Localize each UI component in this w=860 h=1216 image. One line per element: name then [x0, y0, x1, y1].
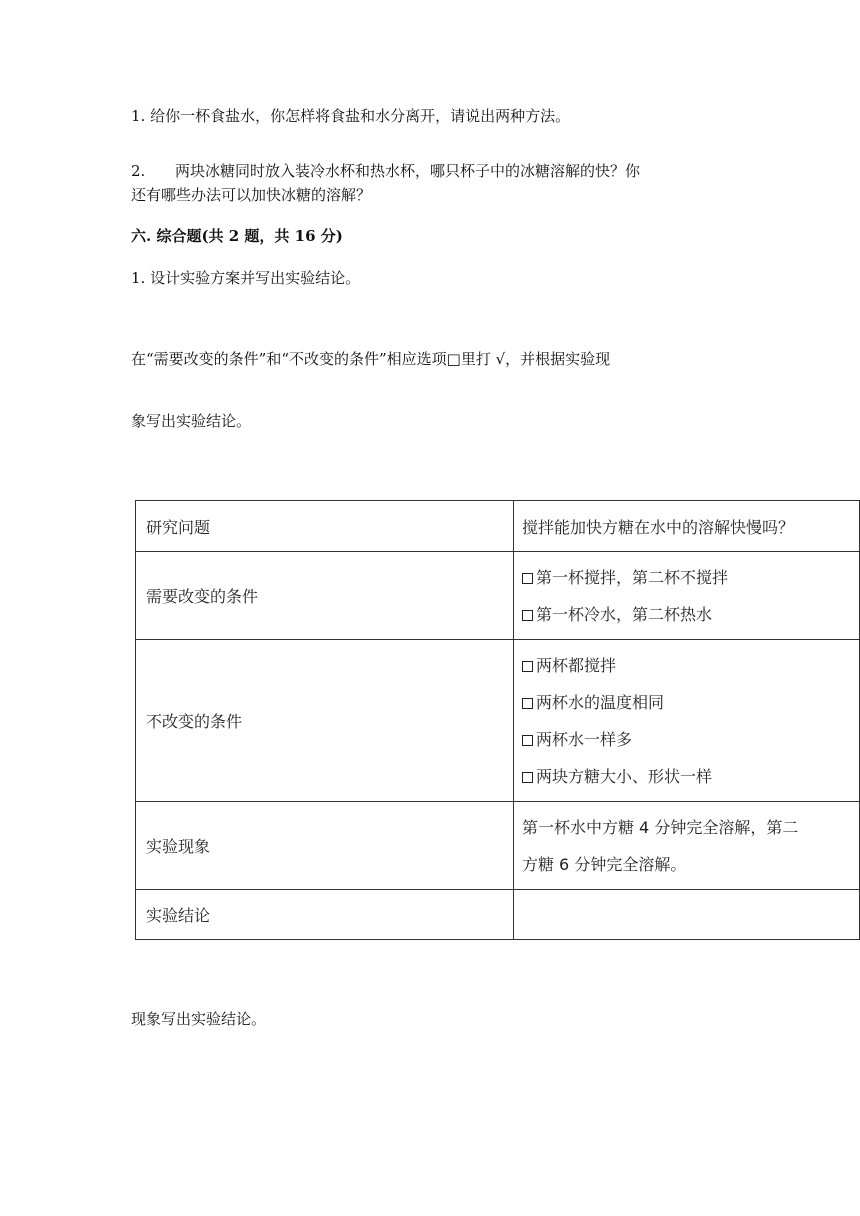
- option-item[interactable]: 两杯水的温度相同: [522, 684, 849, 721]
- option-item[interactable]: 两杯水一样多: [522, 721, 849, 758]
- question-2-text: 两块冰糖同时放入装冷水杯和热水杯，哪只杯子中的冰糖溶解的快？你: [175, 162, 641, 180]
- checkbox-icon[interactable]: [522, 735, 533, 746]
- option-item[interactable]: 两杯都搅拌: [522, 647, 849, 684]
- footer-line: 现象写出实验结论。: [131, 1010, 267, 1028]
- conclusion-answer-cell[interactable]: [513, 890, 859, 940]
- checkbox-icon[interactable]: [522, 573, 533, 584]
- table-options-cell: [513, 552, 859, 640]
- table-row: [136, 552, 860, 640]
- phenomenon-line: 方糖 6 分钟完全溶解。: [521, 854, 687, 874]
- table-phenomenon-cell: [513, 802, 859, 890]
- table-row: [136, 640, 860, 802]
- table-label-cell: 实验结论: [136, 890, 514, 940]
- question-2-line-2: 还有哪些办法可以加快冰糖的溶解？: [131, 186, 372, 204]
- table-options-cell: [513, 640, 859, 802]
- item-1: 1. 设计实验方案并写出实验结论。: [131, 269, 361, 287]
- table-label-cell: 研究问题: [136, 501, 514, 552]
- table-label-cell: 不改变的条件: [136, 640, 514, 802]
- table-row: [136, 501, 860, 552]
- table-label-cell: 需要改变的条件: [136, 552, 514, 640]
- experiment-table: [135, 500, 860, 940]
- phenomenon-line: 第一杯水中方糖 4 分钟完全溶解，第二: [521, 817, 799, 837]
- table-row: [136, 802, 860, 890]
- table-row: [136, 890, 860, 940]
- question-1: 1. 给你一杯食盐水，你怎样将食盐和水分离开，请说出两种方法。: [131, 107, 571, 125]
- option-item[interactable]: 两块方糖大小、形状一样: [522, 758, 849, 795]
- option-item[interactable]: 第一杯搅拌，第二杯不搅拌: [522, 559, 849, 596]
- section-heading: 六. 综合题(共 2 题，共 16 分): [131, 227, 343, 245]
- instruction-line-1: 在“需要改变的条件”和“不改变的条件”相应选项□里打 √，并根据实验现: [131, 350, 611, 368]
- option-item[interactable]: 第一杯冷水，第二杯热水: [522, 596, 849, 633]
- table-value-cell: 搅拌能加快方糖在水中的溶解快慢吗？: [513, 501, 859, 552]
- checkbox-icon[interactable]: [522, 661, 533, 672]
- checkbox-icon[interactable]: [522, 698, 533, 709]
- checkbox-icon[interactable]: [522, 772, 533, 783]
- table-label-cell: 实验现象: [136, 802, 514, 890]
- checkbox-icon[interactable]: [522, 610, 533, 621]
- question-2-line-1: [131, 160, 640, 182]
- instruction-line-2: 象写出实验结论。: [131, 412, 252, 430]
- question-2-number: 2.: [131, 162, 146, 180]
